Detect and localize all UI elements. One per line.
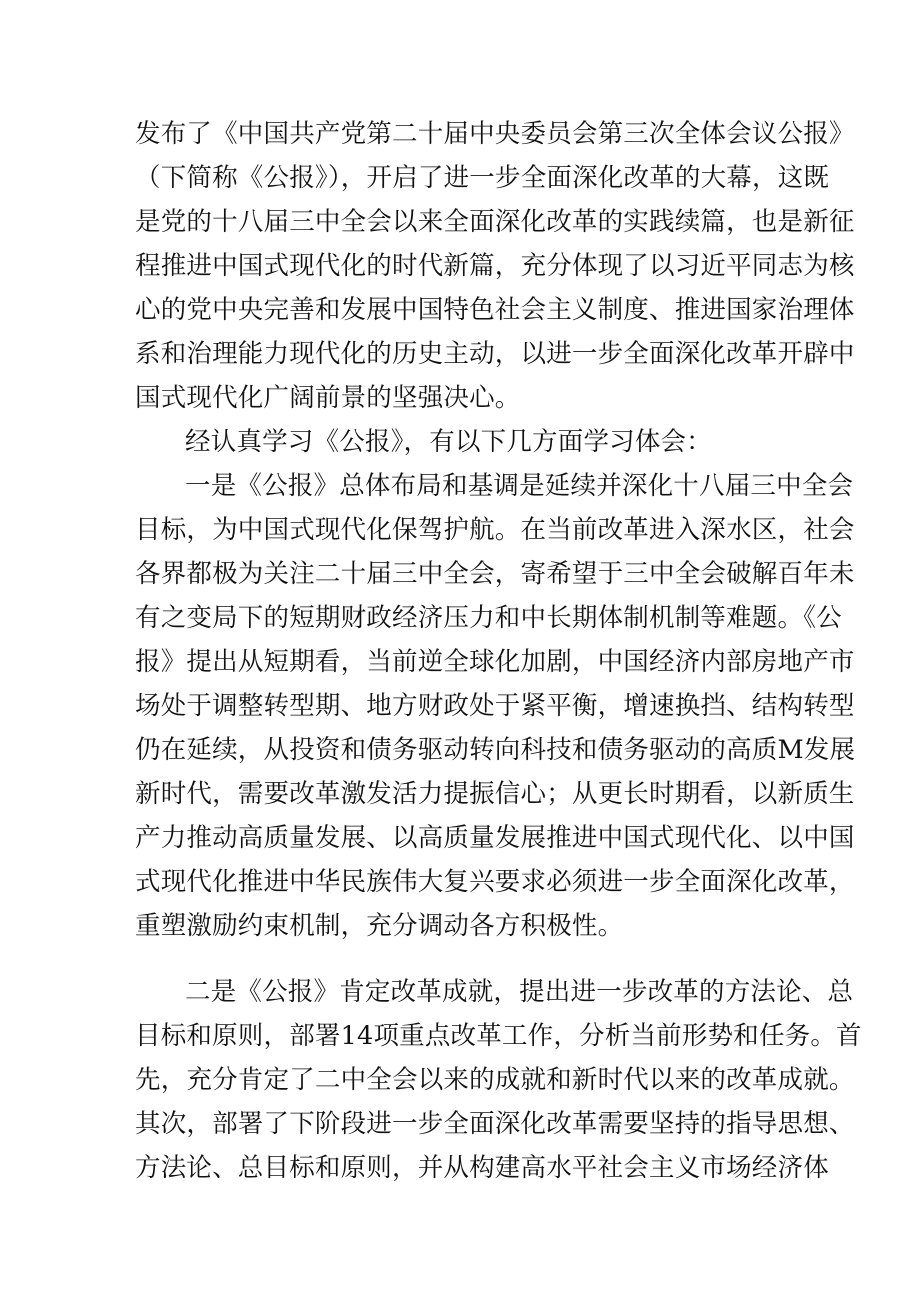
text-line: 产力推动高质量发展、以高质量发展推进中国式现代化、以中国 [135,823,855,853]
text-line: 其次，部署了下阶段进一步全面深化改革需要坚持的指导思想、 [135,1109,855,1139]
text-line: 仍在延续，从投资和债务驱动转向科技和债务驱动的高质M发展 [135,735,856,765]
text-line: 场处于调整转型期、地方财政处于紧平衡，增速换挡、结构转型 [135,691,855,721]
text-line: 是党的十八届三中全会以来全面深化改革的实践续篇，也是新征 [135,207,855,237]
text-line: 程推进中国式现代化的时代新篇，充分体现了以习近平同志为核 [135,251,855,281]
text-line: 式现代化推进中华民族伟大复兴要求必须进一步全面深化改革， [135,867,855,897]
text-line: 一是《公报》总体布局和基调是延续并深化十八届三中全会 [185,471,854,501]
text-line: （下简称《公报》），开启了进一步全面深化改革的大幕，这既 [135,163,830,193]
text-line: 经认真学习《公报》，有以下几方面学习体会： [185,427,712,457]
text-line: 有之变局下的短期财政经济压力和中长期体制机制等难题。《公 [135,603,842,633]
text-line: 重塑激励约束机制，充分调动各方积极性。 [135,911,624,941]
text-line: 心的党中央完善和发展中国特色社会主义制度、推进国家治理体 [135,295,855,325]
text-line: 发布了《中国共产党第二十届中央委员会第三次全体会议公报》 [135,119,855,149]
text-line: 方法论、总目标和原则，并从构建高水平社会主义市场经济体 [135,1153,829,1183]
text-line: 目标和原则，部署14项重点改革工作，分析当前形势和任务。首 [135,1021,862,1051]
text-line: 系和治理能力现代化的历史主动，以进一步全面深化改革开辟中 [135,339,855,369]
text-line: 目标，为中国式现代化保驾护航。在当前改革进入深水区，社会 [135,515,855,545]
text-line: 二是《公报》肯定改革成就，提出进一步改革的方法论、总 [185,977,854,1007]
text-line: 各界都极为关注二十届三中全会，寄希望于三中全会破解百年未 [135,559,855,589]
text-line: 新时代，需要改革激发活力提振信心；从更长时期看，以新质生 [135,779,855,809]
text-line: 国式现代化广阔前景的坚强决心。 [135,383,521,413]
text-line: 先，充分肯定了二中全会以来的成就和新时代以来的改革成就。 [135,1065,855,1095]
text-line: 报》提出从短期看，当前逆全球化加剧，中国经济内部房地产市 [135,647,855,677]
